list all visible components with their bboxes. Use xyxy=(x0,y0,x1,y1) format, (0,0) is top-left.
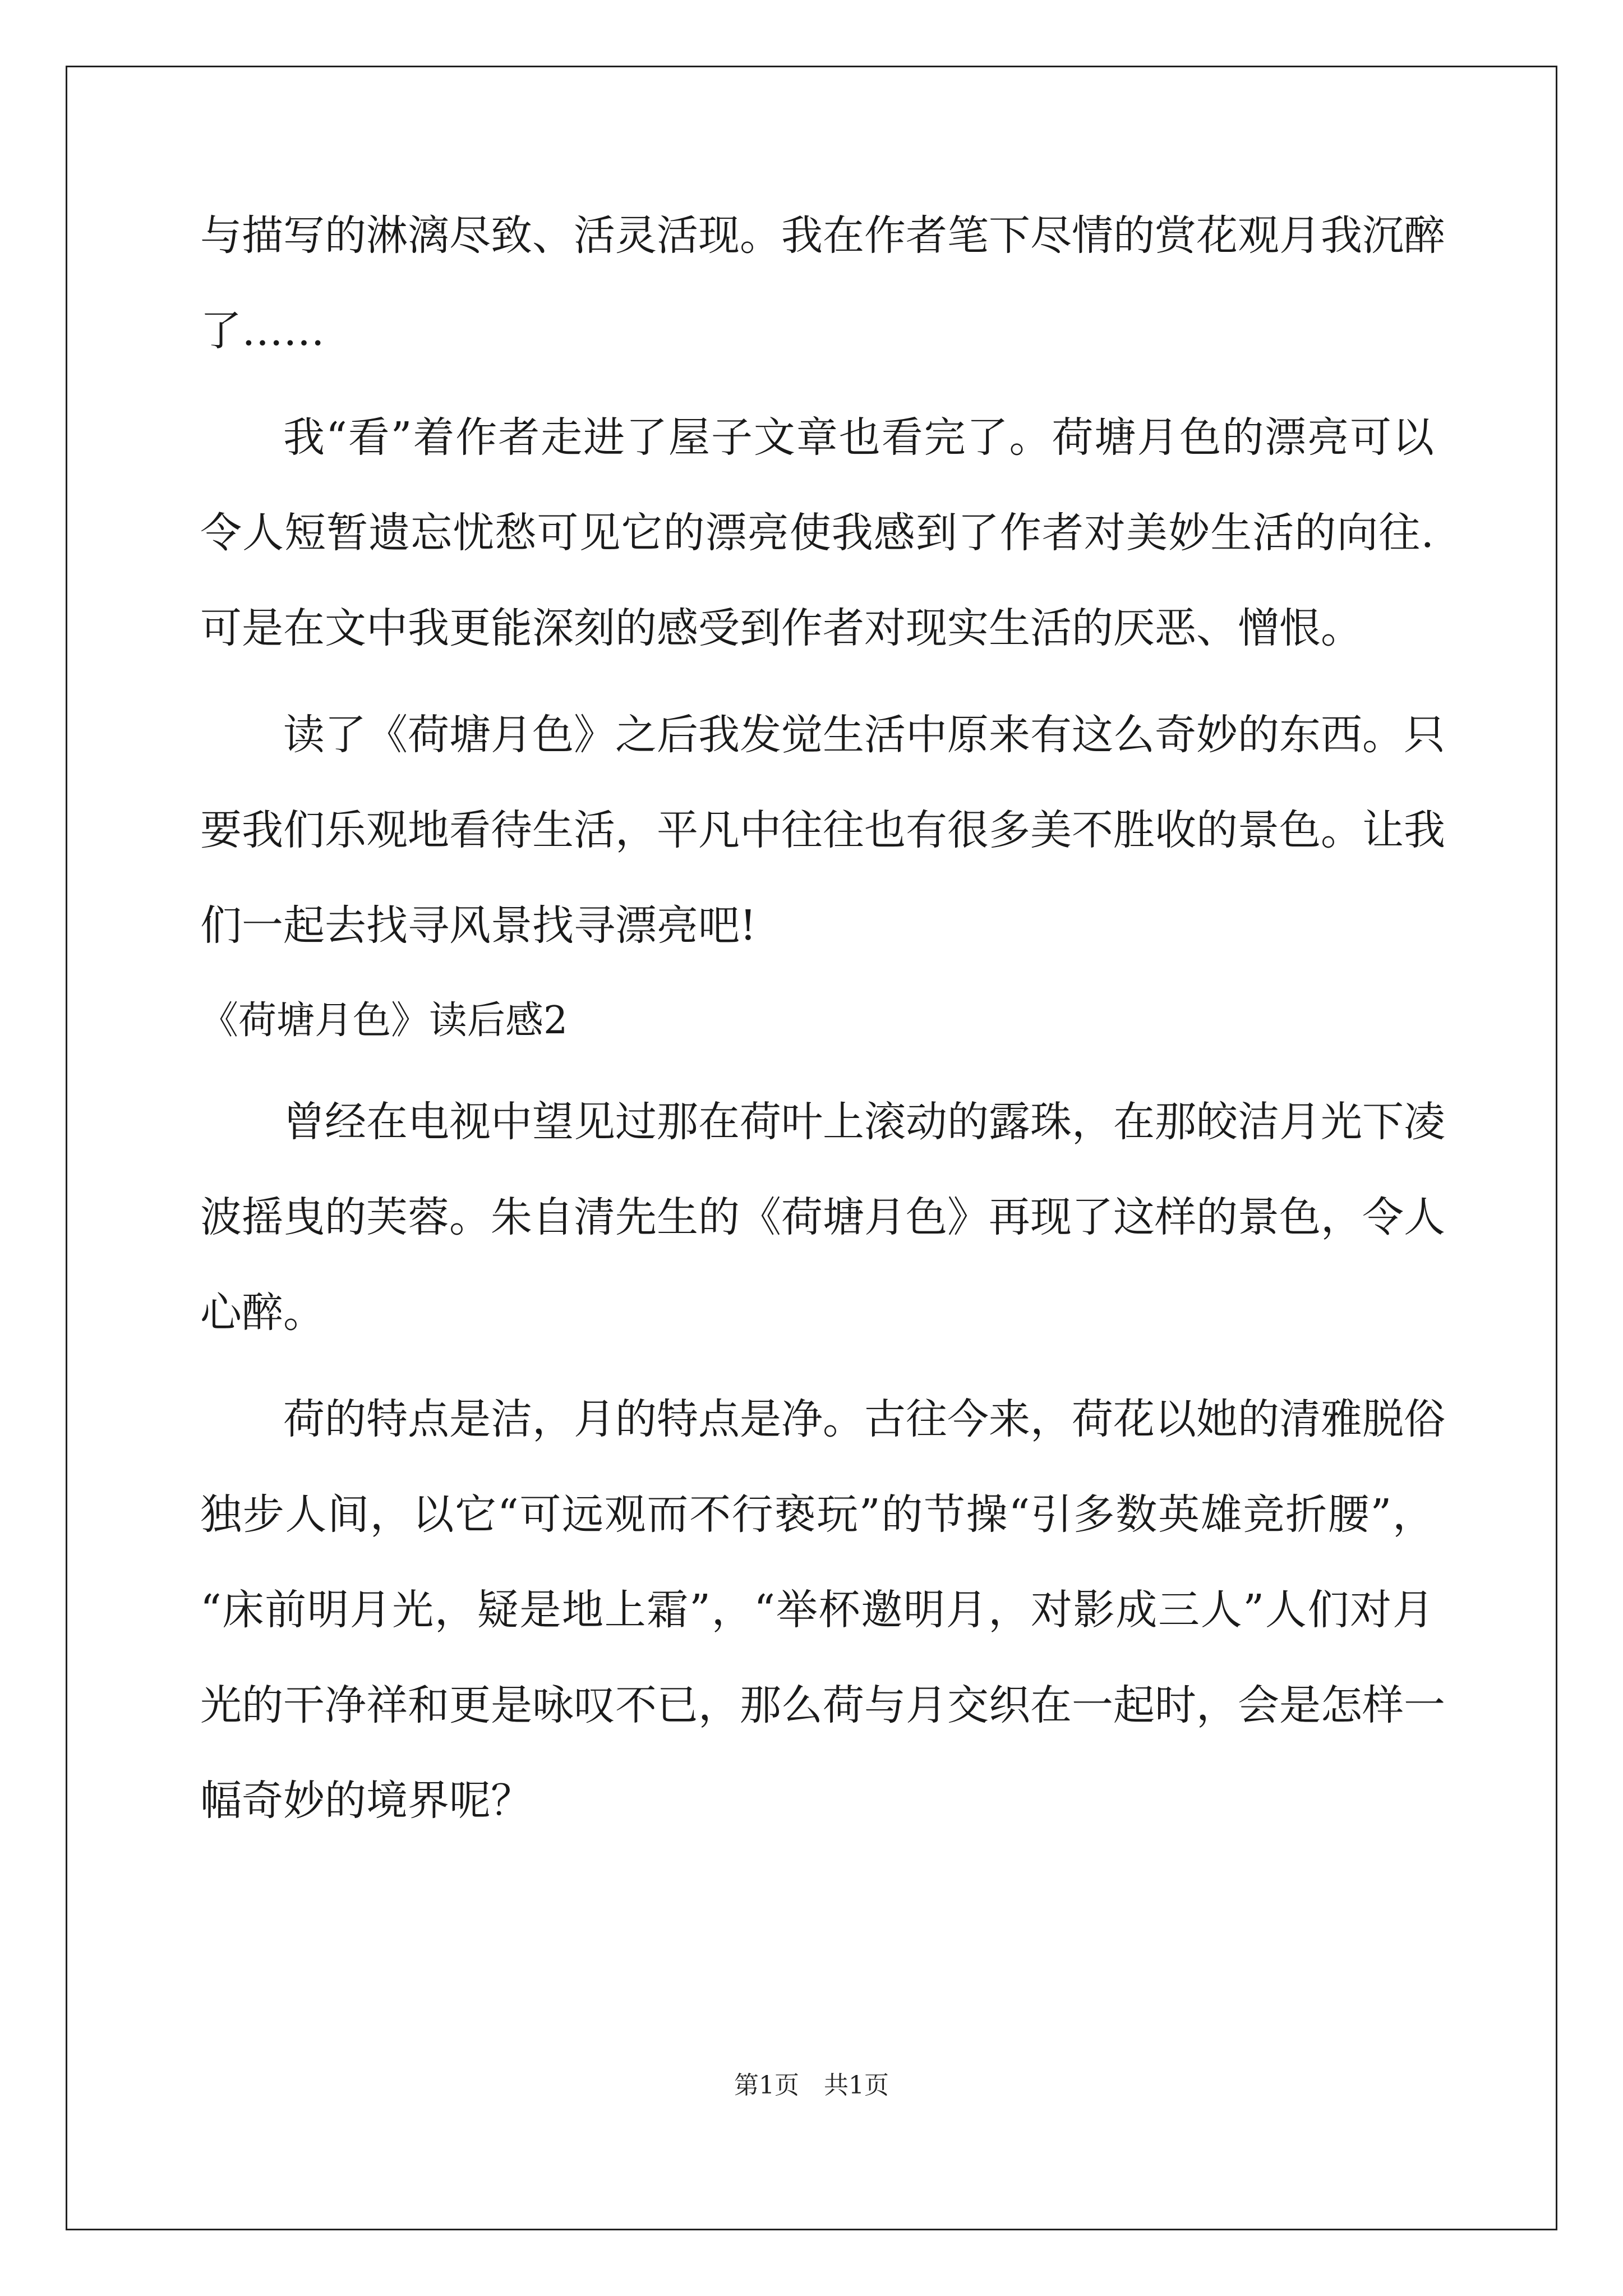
text-line: 了…… xyxy=(200,307,325,355)
text-line: 波摇曳的芙蓉。朱自清先生的《荷塘月色》再现了这样的景色，令人 xyxy=(200,1193,1445,1241)
text-line: 可是在文中我更能深刻的感受到作者对现实生活的厌恶、憎恨。 xyxy=(200,604,1362,652)
text-line: 光的干净祥和更是咏叹不已，那么荷与月交织在一起时，会是怎样一 xyxy=(200,1681,1445,1729)
text-line: 令人短暂遗忘忧愁可见它的漂亮使我感到了作者对美妙生活的向往. xyxy=(200,509,1434,557)
page-footer: 第1页 共1页 xyxy=(734,2071,889,2100)
text-line: “床前明月光，疑是地上霜”，“举杯邀明月，对影成三人”人们对月 xyxy=(200,1586,1434,1634)
text-line: 们一起去找寻风景找寻漂亮吧! xyxy=(200,901,757,950)
paragraph-start-line: 读了《荷塘月色》之后我发觉生活中原来有这么奇妙的东西。只 xyxy=(283,711,1445,759)
paragraph-start-line: 我“看”着作者走进了屋子文章也看完了。荷塘月色的漂亮可以 xyxy=(283,413,1434,462)
text-line: 独步人间，以它“可远观而不行亵玩”的节操“引多数英雄竞折腰”， xyxy=(200,1490,1434,1539)
section-heading: 《荷塘月色》读后感2 xyxy=(200,999,568,1043)
paragraph-start-line: 荷的特点是洁，月的特点是净。古往今来，荷花以她的清雅脱俗 xyxy=(283,1395,1445,1443)
text-line: 幅奇妙的境界呢？ xyxy=(200,1777,532,1825)
text-line: 心醉。 xyxy=(200,1289,325,1337)
paragraph-start-line: 曾经在电视中望见过那在荷叶上滚动的露珠，在那皎洁月光下凌 xyxy=(283,1098,1445,1146)
text-line: 要我们乐观地看待生活，平凡中往往也有很多美不胜收的景色。让我 xyxy=(200,806,1445,854)
text-line: 与描写的淋漓尽致、活灵活现。我在作者笔下尽情的赏花观月我沉醉 xyxy=(200,211,1445,260)
